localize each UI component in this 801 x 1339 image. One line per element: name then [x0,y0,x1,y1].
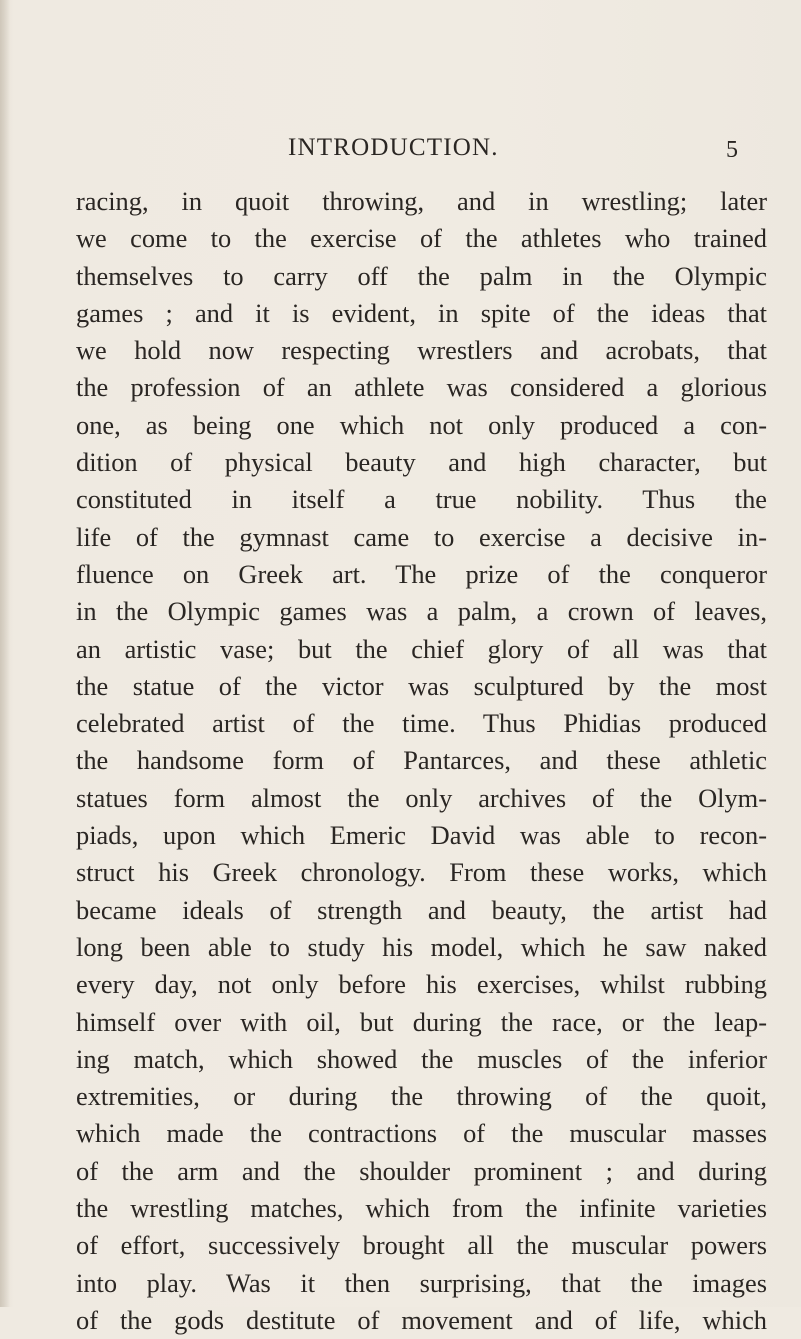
text-line: himself over with oil, but during the race, or the leap- [76,1006,767,1037]
text-line: of the arm and the shoulder prominent ; and during [76,1155,767,1186]
text-line: statues form almost the only archives of the Olym- [76,782,767,813]
body-text [76,183,767,1339]
text-line: long been able to study his model, which he saw naked [76,931,767,962]
text-line: the handsome form of Pantarces, and these athletic [76,745,767,776]
text-line: games ; and it is evident, in spite of the ideas that [76,297,767,328]
text-line: every day, not only before his exercises, whilst rubbing [76,969,767,1000]
text-line: in the Olympic games was a palm, a crown of leaves, [76,596,767,627]
text-line: extremities, or during the throwing of the quoit, [76,1081,767,1112]
text-line: celebrated artist of the time. Thus Phidias produced [76,708,767,739]
text-line: which made the contractions of the muscular masses [76,1118,767,1149]
page-gutter-shadow [0,0,10,1307]
text-line: one, as being one which not only produced a con- [76,409,767,440]
page-header [0,133,801,167]
text-line: the statue of the victor was sculptured by the most [76,670,767,701]
page-number: 5 [726,137,738,163]
text-line: life of the gymnast came to exercise a decisive in- [76,521,767,552]
text-line: of effort, successively brought all the muscular powers [76,1230,767,1261]
text-line: became ideals of strength and beauty, the artist had [76,894,767,925]
text-line: themselves to carry off the palm in the Olympic [76,260,767,291]
text-line: we come to the exercise of the athletes who trained [76,223,767,254]
text-line: dition of physical beauty and high character, but [76,447,767,478]
text-line: racing, in quoit throwing, and in wrestling; later [76,186,767,216]
text-line: struct his Greek chronology. From these works, which [76,857,767,888]
text-line: of the gods destitute of movement and of life, which [76,1304,767,1335]
text-line: piads, upon which Emeric David was able to recon- [76,820,767,851]
text-line: constituted in itself a true nobility. Thus the [76,484,767,515]
text-line: we hold now respecting wrestlers and acrobats, that [76,335,767,366]
text-line: into play. Was it then surprising, that the images [76,1267,767,1298]
text-line: the profession of an athlete was considered a glorious [76,372,767,403]
text-line: ing match, which showed the muscles of the inferior [76,1043,767,1074]
running-head: INTRODUCTION. [288,134,499,161]
text-line: an artistic vase; but the chief glory of all was that [76,633,767,664]
text-line: fluence on Greek art. The prize of the conqueror [76,558,767,589]
text-line: the wrestling matches, which from the infinite varieties [76,1193,767,1224]
